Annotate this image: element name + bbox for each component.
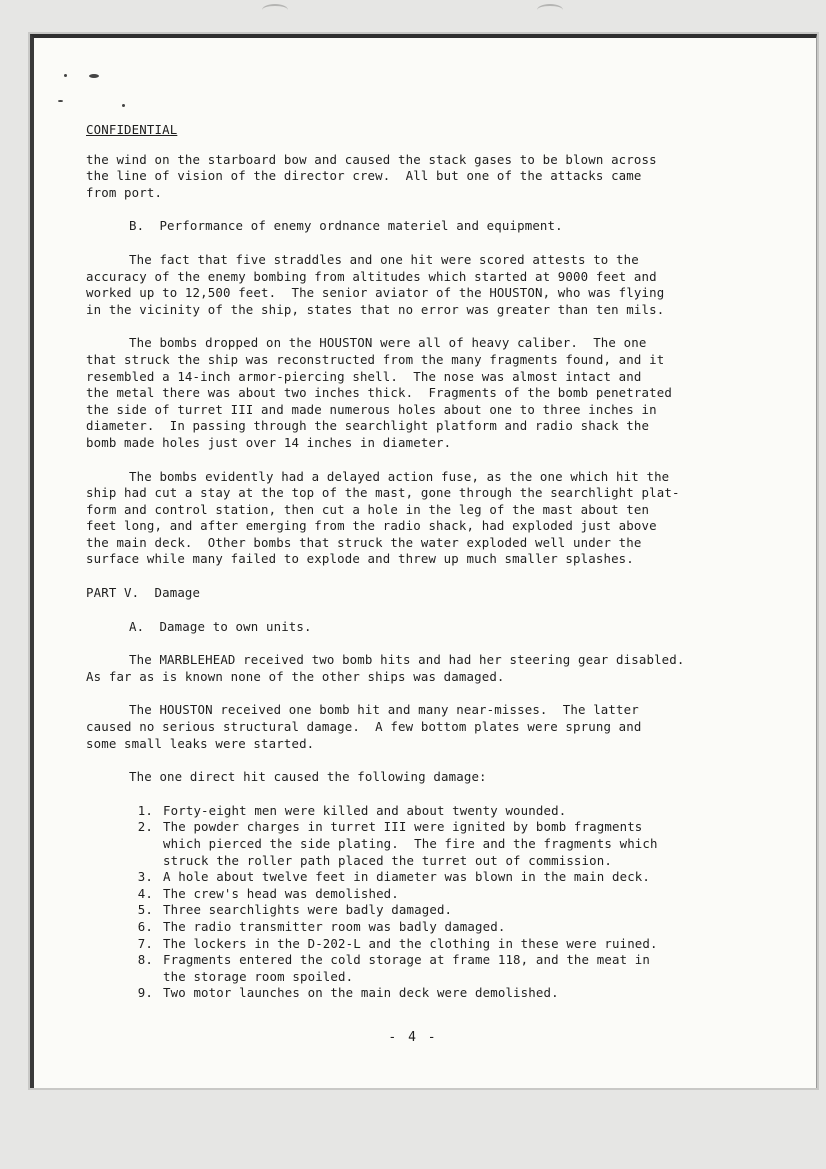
ink-speck bbox=[89, 74, 99, 78]
paragraph-bombs: The bombs dropped on the HOUSTON were all of heavy caliber. The one that struck the ship was reconstructed from the many fragments found, and it resembled a 14-inch armor-piercing shell. The nose was almost intact and the metal there was about two inches thick. Fragments of the bomb penetrated the side of turret III and made numerous holes about one to three inches in diameter. In passing through the searchlight platform and radio shack the bomb made holes just over 14 inches in diameter. bbox=[86, 335, 672, 450]
list-item-text: Three searchlights were badly damaged. bbox=[163, 902, 453, 918]
paragraph-accuracy: The fact that five straddles and one hit were scored attests to the accuracy of the enemy bombing from altitudes which started at 9000 feet and worked up to 12,500 feet. The senior aviator of the HOUSTON, who was flying in the vicinity of the ship, states that no error was greater than ten mils. bbox=[86, 251, 665, 317]
section-b-heading: B. Performance of enemy ordnance materiel and equipment. bbox=[129, 218, 563, 234]
list-item-text: Forty-eight men were killed and about twenty wounded. bbox=[163, 802, 567, 818]
list-item-number: 2. bbox=[137, 819, 153, 835]
list-item bbox=[86, 952, 736, 985]
paragraph-direct-hit: The one direct hit caused the following damage: bbox=[129, 769, 487, 785]
list-item-number: 4. bbox=[137, 885, 153, 901]
list-item bbox=[86, 985, 736, 1002]
punch-hole-mark bbox=[537, 4, 563, 16]
list-item-text: The powder charges in turret III were ignited by bomb fragments which pierced the side plating. The fire and the fragments which struck the roller path placed the turret out of commission. bbox=[163, 819, 658, 868]
ink-speck bbox=[64, 74, 67, 77]
list-item-text: The radio transmitter room was badly damaged. bbox=[163, 918, 506, 934]
list-item-number: 1. bbox=[137, 802, 153, 818]
list-item bbox=[86, 919, 736, 936]
paragraph-wind: the wind on the starboard bow and caused the stack gases to be blown across the line of vision of the director crew. All but one of the attacks came from port. bbox=[86, 151, 657, 200]
list-item bbox=[86, 803, 736, 820]
paragraph-fuse: The bombs evidently had a delayed action fuse, as the one which hit the ship had cut a stay at the top of the mast, gone through the searchlight plat- form and control station, then cut a hole in the leg of the mast about ten feet long, and after emerging from the radio shack, had exploded just above the main deck. Other bombs that struck the water exploded well under the surface while many failed to explode and threw up much smaller splashes. bbox=[86, 468, 680, 567]
list-item-number: 6. bbox=[137, 918, 153, 934]
list-item bbox=[86, 936, 736, 953]
ink-speck bbox=[122, 104, 125, 107]
paragraph-houston: The HOUSTON received one bomb hit and many near-misses. The latter caused no serious structural damage. A few bottom plates were sprung and some small leaks were started. bbox=[86, 702, 642, 751]
paragraph-marblehead: The MARBLEHEAD received two bomb hits and had her steering gear disabled. As far as is known none of the other ships was damaged. bbox=[86, 652, 685, 684]
list-item bbox=[86, 902, 736, 919]
list-item-number: 3. bbox=[137, 869, 153, 885]
classification-header: CONFIDENTIAL bbox=[86, 122, 178, 137]
ink-speck bbox=[58, 100, 63, 102]
punch-hole-mark bbox=[262, 4, 288, 16]
list-item-text: Fragments entered the cold storage at frame 118, and the meat in the storage room spoiled. bbox=[163, 952, 651, 984]
list-item-text: The crew's head was demolished. bbox=[163, 885, 399, 901]
list-item-number: 5. bbox=[137, 902, 153, 918]
list-item-text: A hole about twelve feet in diameter was blown in the main deck. bbox=[163, 869, 651, 885]
list-item-number: 8. bbox=[137, 952, 153, 968]
list-item bbox=[86, 819, 736, 869]
section-a-heading: A. Damage to own units. bbox=[129, 618, 312, 634]
part-v-heading: PART V. Damage bbox=[86, 585, 201, 601]
page-number: - 4 - bbox=[388, 1030, 438, 1045]
list-item-number: 7. bbox=[137, 935, 153, 951]
list-item-number: 9. bbox=[137, 985, 153, 1001]
list-item-text: The lockers in the D-202-L and the clothing in these were ruined. bbox=[163, 935, 658, 951]
list-item bbox=[86, 869, 736, 886]
document-body bbox=[86, 122, 736, 1002]
damage-list bbox=[86, 803, 736, 1002]
list-item-text: Two motor launches on the main deck were demolished. bbox=[163, 985, 559, 1001]
list-item bbox=[86, 886, 736, 903]
